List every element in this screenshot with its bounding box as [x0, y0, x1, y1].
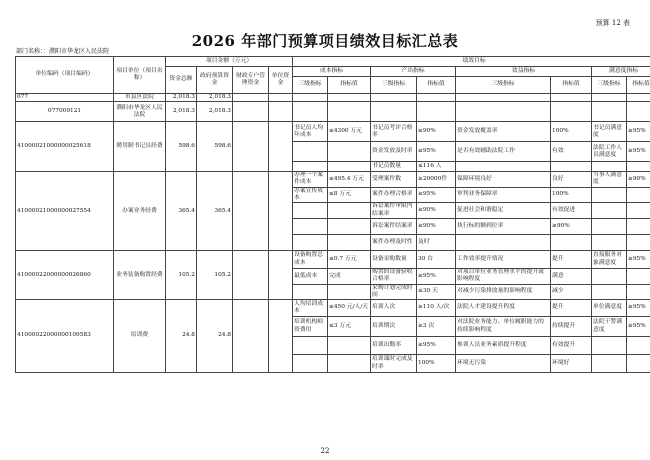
header-satisfaction: 满意度指标 [592, 67, 650, 77]
header-own: 单位资金 [269, 67, 293, 94]
output-value: ≥95% [417, 187, 456, 202]
satisfaction-value [627, 355, 650, 373]
satisfaction-indicator [592, 219, 627, 235]
benefit-indicator: 资金发放覆盖率 [456, 122, 551, 142]
header-value: 指标值 [551, 77, 592, 94]
output-indicator: 培训课时完成及时率 [371, 355, 417, 373]
output-indicator: 资金发放及时率 [371, 142, 417, 162]
benefit-indicator [456, 162, 551, 172]
fiscal-amount [233, 102, 269, 122]
cost-value: ≤4300 万元 [328, 122, 371, 142]
satisfaction-indicator [592, 235, 627, 251]
total-amount: 598.6 [166, 122, 197, 172]
satisfaction-indicator: 书记员满意度 [592, 122, 627, 142]
benefit-indicator: 参训人员业务素质提升程度 [456, 337, 551, 355]
goal-cell [551, 102, 592, 122]
cost-value [328, 337, 371, 355]
header-level3: 三级指标 [592, 77, 627, 94]
benefit-value: 减少 [551, 284, 592, 299]
cost-value [328, 162, 371, 172]
satisfaction-value [627, 284, 650, 299]
satisfaction-value [627, 187, 650, 202]
satisfaction-indicator: 法院工作人员满意度 [592, 142, 627, 162]
satisfaction-indicator: 当事人满意度 [592, 172, 627, 187]
benefit-value [551, 235, 592, 251]
govt-amount: 598.6 [197, 122, 233, 172]
goal-cell [627, 102, 650, 122]
benefit-indicator: 保障环境良好 [456, 172, 551, 187]
cost-indicator [293, 142, 328, 162]
output-indicator: 书记员考评合格率 [371, 122, 417, 142]
output-indicator: 培训人次 [371, 300, 417, 317]
benefit-value: 100% [551, 187, 592, 202]
cost-indicator [293, 235, 328, 251]
satisfaction-value: ≥95% [627, 142, 650, 162]
output-indicator: 购置的设备验收合格率 [371, 269, 417, 284]
output-indicator: 诉讼案件结案率 [371, 219, 417, 235]
header-level3: 三级指标 [456, 77, 551, 94]
benefit-indicator: 促进社会和谐稳定 [456, 203, 551, 219]
cost-value: ≤495.4 万元 [328, 172, 371, 187]
header-value: 指标值 [627, 77, 650, 94]
satisfaction-indicator [592, 162, 627, 172]
output-indicator: 书记员数量 [371, 162, 417, 172]
benefit-indicator: 对减少污染排放量的影响程度 [456, 284, 551, 299]
cost-value: ≤450 元/人/天 [328, 300, 371, 317]
satisfaction-value [627, 162, 650, 172]
output-indicator: 案件办理及时性 [371, 235, 417, 251]
cost-value [328, 203, 371, 219]
goal-cell [551, 94, 592, 102]
satisfaction-value [627, 269, 650, 284]
benefit-indicator: 审判业务保障率 [456, 187, 551, 202]
project-name: 办案业务经费 [114, 172, 166, 251]
header-level3: 三级指标 [371, 77, 417, 94]
cost-value: 完成 [328, 269, 371, 284]
cost-indicator [293, 162, 328, 172]
goal-cell [417, 94, 456, 102]
satisfaction-value: ≥95% [627, 122, 650, 142]
output-value: ≥3 次 [417, 317, 456, 337]
output-indicator: 培训期次 [371, 317, 417, 337]
satisfaction-value [627, 337, 650, 355]
cost-indicator: 最低成本 [293, 269, 328, 284]
total-amount: 365.4 [166, 172, 197, 251]
goal-cell [371, 94, 417, 102]
own-amount [269, 122, 293, 172]
output-value: ≤30 天 [417, 284, 456, 299]
output-value: ≥20000件 [417, 172, 456, 187]
cost-value: ≤3 万元 [328, 317, 371, 337]
cost-indicator [293, 355, 328, 373]
satisfaction-indicator [592, 269, 627, 284]
goal-cell [328, 94, 371, 102]
satisfaction-indicator: 单位满意度 [592, 300, 627, 317]
benefit-value: ≥90% [551, 219, 592, 235]
unit-name: 濮阳市华龙区人民法院 [114, 102, 166, 122]
govt-amount: 2,018.3 [197, 94, 233, 102]
output-value: ≥95% [417, 337, 456, 355]
benefit-indicator: 对法院业务能力、单位履职能力的持续影响程度 [456, 317, 551, 337]
output-indicator: 采购计划完成时间 [371, 284, 417, 299]
goal-cell [293, 102, 328, 122]
satisfaction-value [627, 219, 650, 235]
benefit-value: 良好 [551, 172, 592, 187]
table-body [16, 94, 650, 373]
fiscal-amount [233, 122, 269, 172]
output-indicator: 案件办理合格率 [371, 187, 417, 202]
goal-cell [328, 102, 371, 122]
project-name: 培训费 [114, 300, 166, 373]
header-unit-code: 单位编码（项目编码） [16, 57, 114, 94]
project-name: 聘用制书记员经费 [114, 122, 166, 172]
benefit-value: 持续提升 [551, 317, 592, 337]
own-amount [269, 251, 293, 300]
header-fiscal: 财政专户管理资金 [233, 67, 269, 94]
summary-row [16, 94, 650, 102]
cost-indicator [293, 219, 328, 235]
output-value: ≥90% [417, 203, 456, 219]
satisfaction-indicator: 法院干警满意度 [592, 317, 627, 337]
project-row [16, 122, 650, 142]
benefit-value: 100% [551, 122, 592, 142]
total-amount: 2,018.3 [166, 102, 197, 122]
department-name: 部门名称：：濮阳市华龙区人民法院 [16, 48, 110, 55]
govt-amount: 24.8 [197, 300, 233, 373]
project-code: 41000021000000027554 [16, 172, 114, 251]
output-value: ≥90% [417, 219, 456, 235]
benefit-value: 有效提升 [551, 337, 592, 355]
govt-amount: 365.4 [197, 172, 233, 251]
own-amount [269, 94, 293, 102]
project-code: 41000022000000026860 [16, 251, 114, 300]
page-title: 2026 年部门预算项目绩效目标汇总表 [191, 32, 459, 50]
cost-value [328, 235, 371, 251]
page-number: 22 [320, 447, 330, 455]
cost-indicator: 书记员人均年成本 [293, 122, 328, 142]
benefit-value [551, 162, 592, 172]
unit-name: 市县区法院 [114, 94, 166, 102]
project-row [16, 172, 650, 187]
goal-cell [456, 102, 551, 122]
cost-value: ≤0.7 万元 [328, 251, 371, 269]
goal-cell [417, 102, 456, 122]
fiscal-amount [233, 172, 269, 251]
fiscal-amount [233, 300, 269, 373]
project-row [16, 251, 650, 269]
benefit-value: 满意 [551, 269, 592, 284]
satisfaction-value: ≥90% [627, 172, 650, 187]
project-name: 业务装备购置经费 [114, 251, 166, 300]
benefit-indicator: 环境无污染 [456, 355, 551, 373]
header-output: 产出指标 [371, 67, 456, 77]
benefit-indicator: 是否有效辅助法院工作 [456, 142, 551, 162]
goal-cell [627, 94, 650, 102]
benefit-value: 有效促进 [551, 203, 592, 219]
output-value: 30 台 [417, 251, 456, 269]
summary-row [16, 102, 650, 122]
goal-cell [592, 102, 627, 122]
cost-value [328, 284, 371, 299]
goal-cell [293, 94, 328, 102]
output-value: 及时 [417, 235, 456, 251]
total-amount: 24.8 [166, 300, 197, 373]
total-amount: 105.2 [166, 251, 197, 300]
satisfaction-value [627, 235, 650, 251]
satisfaction-indicator [592, 203, 627, 219]
satisfaction-value [627, 203, 650, 219]
satisfaction-indicator [592, 355, 627, 373]
benefit-indicator: 法院人才建设提升程度 [456, 300, 551, 317]
performance-goals-table [15, 56, 650, 373]
cost-value: ≤8 万元 [328, 187, 371, 202]
output-value: ≥90% [417, 122, 456, 142]
output-value: ≥110 人/次 [417, 300, 456, 317]
satisfaction-value: ≥95% [627, 300, 650, 317]
header-govt: 政府预算资金 [197, 67, 233, 94]
project-row [16, 300, 650, 317]
satisfaction-indicator: 直接服务对象满意度 [592, 251, 627, 269]
total-amount: 2,018.3 [166, 94, 197, 102]
output-value: ≥95% [417, 142, 456, 162]
output-indicator: 培训出勤率 [371, 337, 417, 355]
cost-value [328, 142, 371, 162]
output-indicator: 设备采购数量 [371, 251, 417, 269]
satisfaction-value: ≥95% [627, 251, 650, 269]
header-cost: 成本指标 [293, 67, 371, 77]
unit-code: 077009121 [16, 102, 114, 122]
header-funding: 项目金额（万元） [166, 57, 293, 67]
goal-cell [371, 102, 417, 122]
page-tag: 预算 12 表 [595, 19, 630, 27]
benefit-indicator: 工作效率提升情况 [456, 251, 551, 269]
satisfaction-indicator [592, 337, 627, 355]
unit-code: 077 [16, 94, 114, 102]
benefit-value: 有效 [551, 142, 592, 162]
header-value: 指标值 [328, 77, 371, 94]
output-indicator: 受理案件数 [371, 172, 417, 187]
fiscal-amount [233, 94, 269, 102]
own-amount [269, 102, 293, 122]
table-header [16, 57, 650, 94]
benefit-indicator: 执行标的额到位率 [456, 219, 551, 235]
fiscal-amount [233, 251, 269, 300]
benefit-value: 提升 [551, 300, 592, 317]
own-amount [269, 172, 293, 251]
header-value: 指标值 [417, 77, 456, 94]
project-code: 41000022000000109583 [16, 300, 114, 373]
cost-indicator [293, 284, 328, 299]
benefit-indicator [456, 235, 551, 251]
header-total: 资金总额 [166, 67, 197, 94]
cost-indicator: 人均培训成本 [293, 300, 328, 317]
cost-indicator: 办案宣传成本 [293, 187, 328, 202]
satisfaction-value: ≥95% [627, 317, 650, 337]
goal-cell [456, 94, 551, 102]
output-value: 100% [417, 355, 456, 373]
header-level3: 三级指标 [293, 77, 328, 94]
output-indicator: 诉讼案件审限内结案率 [371, 203, 417, 219]
goal-cell [592, 94, 627, 102]
cost-indicator [293, 203, 328, 219]
own-amount [269, 300, 293, 373]
satisfaction-indicator [592, 187, 627, 202]
cost-indicator: 培训机构师资费用 [293, 317, 328, 337]
cost-indicator: 办理一个案件成本 [293, 172, 328, 187]
header-benefit: 效益指标 [456, 67, 592, 77]
cost-indicator [293, 337, 328, 355]
cost-value [328, 355, 371, 373]
header-goals: 绩效目标 [293, 57, 650, 67]
cost-value [328, 219, 371, 235]
benefit-value: 提升 [551, 251, 592, 269]
govt-amount: 2,018.3 [197, 102, 233, 122]
govt-amount: 105.2 [197, 251, 233, 300]
output-value: ≥95% [417, 269, 456, 284]
benefit-indicator: 对项目单位业务管理水平的提升或影响程度 [456, 269, 551, 284]
output-value: ≤116 人 [417, 162, 456, 172]
project-code: 41000021000000025618 [16, 122, 114, 172]
satisfaction-indicator [592, 284, 627, 299]
cost-indicator: 设备购置总成本 [293, 251, 328, 269]
header-unit-name: 项目单位（项目名称） [114, 57, 166, 94]
benefit-value: 环境好 [551, 355, 592, 373]
